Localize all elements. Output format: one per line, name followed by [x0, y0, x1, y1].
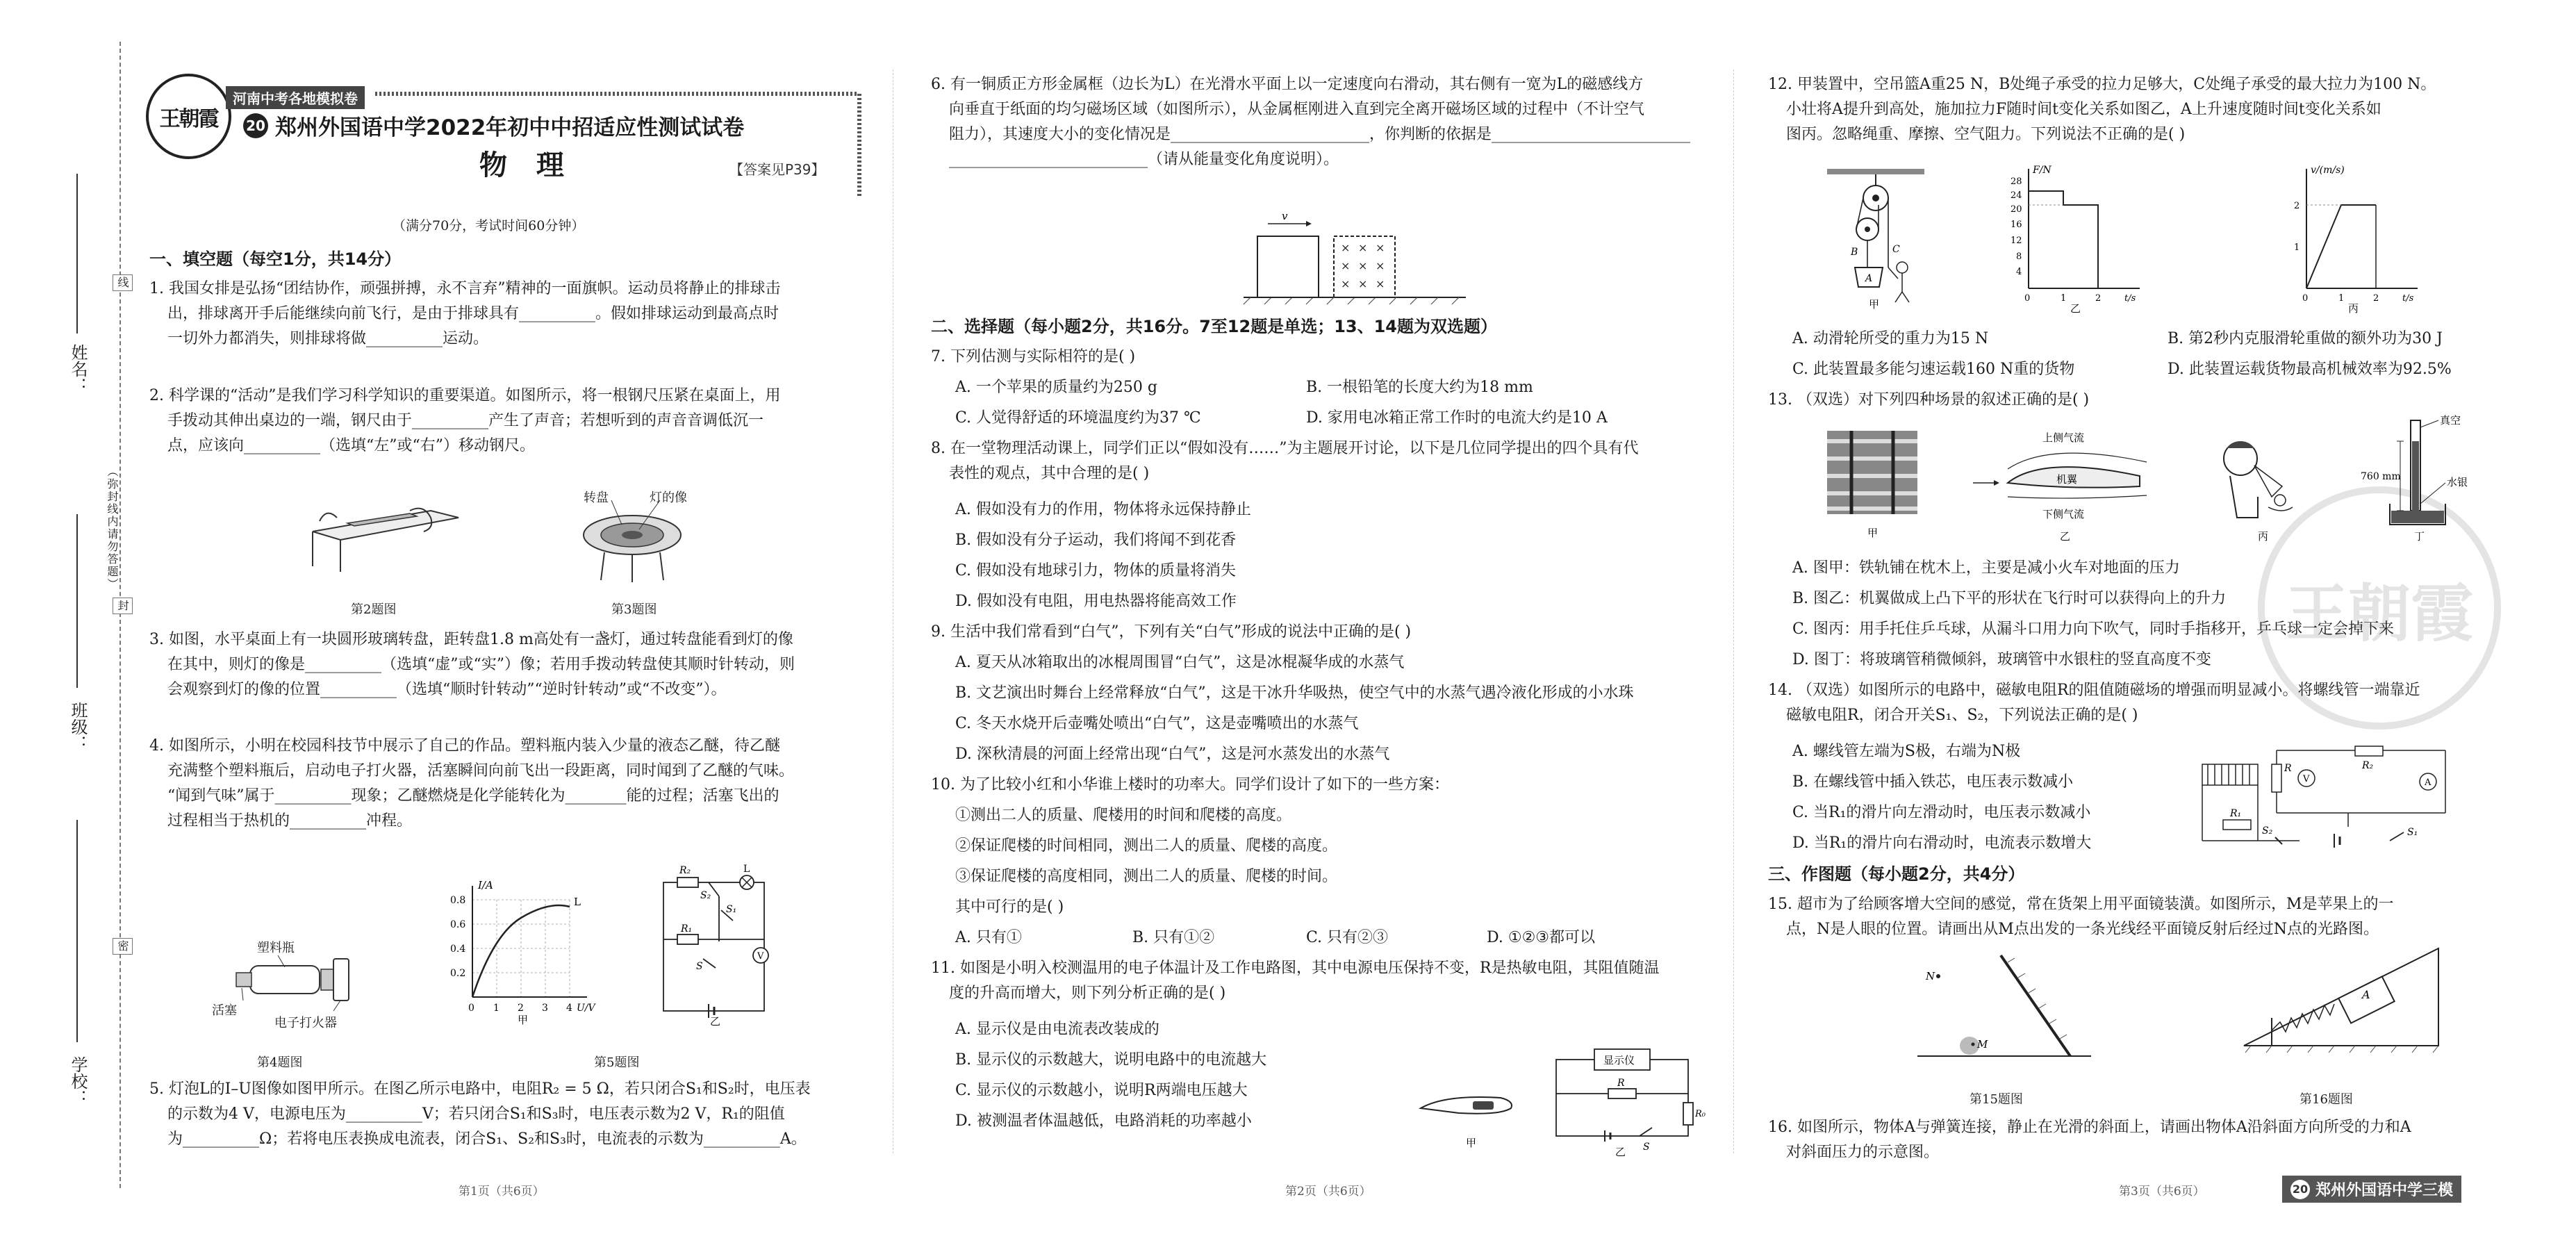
exam-header	[146, 67, 861, 233]
q13-option-c: C. 图丙：用手托住乒乓球，从漏斗口用力向下吹气，同时手指移开，乒乓球一定会掉下来	[1792, 620, 2395, 638]
q10-item-2: ②保证爬楼的时间相同，测出二人的质量、爬楼的高度。	[955, 837, 1338, 855]
series-label-box	[226, 86, 365, 109]
fig12b-ytick-12: 12	[2011, 236, 2022, 246]
footer-page-2: 第2页（共6页）	[1285, 1185, 1371, 1199]
q2-line-2: 手拨动其伸出桌边的一端，钢尺由于__________产生了声音；若想听到的声音音调低沉一	[167, 412, 764, 429]
fig12c-sub: 丙	[2348, 302, 2359, 315]
question-2	[149, 384, 865, 459]
fig13d-vacuum: 真空	[2440, 414, 2461, 427]
svg-text:×: ×	[1341, 241, 1351, 254]
figure-15-caption: 第15题图	[1970, 1092, 2023, 1107]
fig5a-xtick-0: 0	[468, 1003, 474, 1014]
fig12b-ytick-20: 20	[2011, 204, 2022, 215]
q8-line-1: 8. 在一堂物理活动课上，同学们正以“假如没有……”为主题展开讨论，以下是几位同学提出的四个具有代	[931, 440, 1639, 457]
badge-number: 20	[2290, 1180, 2310, 1199]
q8-option-a: A. 假如没有力的作用，物体将永远保持静止	[955, 501, 1251, 518]
fig5a-xtick-3: 3	[542, 1003, 548, 1014]
q11-option-a: A. 显示仪是由电流表改装成的	[955, 1021, 1159, 1038]
fig5a-xtick-2: 2	[518, 1003, 524, 1014]
fig15-label-n: N	[1926, 970, 1935, 982]
fig15-label-m: M	[1977, 1038, 1988, 1051]
fig12c-ytick-1: 1	[2294, 242, 2300, 253]
figure-13a-rail-track	[1820, 424, 1924, 542]
svg-text:×: ×	[1376, 241, 1385, 254]
q12-option-a: A. 动滑轮所受的重力为15 N	[1792, 330, 1989, 347]
school-badge	[2282, 1176, 2461, 1203]
footer-page-3: 第3页（共6页）	[2119, 1185, 2205, 1199]
name-label: 姓名：	[68, 344, 88, 394]
fig12c-ytick-2: 2	[2294, 201, 2300, 211]
fig13b-upper: 上侧气流	[2042, 431, 2085, 444]
fig13-sub-b: 乙	[2060, 530, 2071, 543]
fig12c-ylabel: v/(m/s)	[2311, 165, 2345, 176]
q4-line-1: 4. 如图所示，小明在校园科技节中展示了自己的作品。塑料瓶内装入少量的液态乙醚，待乙醚	[149, 737, 780, 755]
question-10: 10. 为了比较小红和小华谁上楼时的功率大。同学们设计了如下的一些方案：	[931, 776, 1449, 793]
binding-sidebar	[0, 0, 139, 1243]
q10-option-b: B. 只有①②	[1132, 929, 1215, 946]
seal-mark-2: 封	[113, 598, 133, 614]
q12-option-c: C. 此装置最多能匀速运载160 N重的货物	[1792, 361, 2075, 378]
q6-line-3: 阻力），其速度大小的变化情况是__________________________，你判断的依据是__________________________	[949, 126, 1691, 143]
fig5a-ytick-02: 0.2	[450, 968, 466, 979]
fig12c-xlabel: t/s	[2402, 293, 2414, 304]
class-line	[76, 514, 78, 688]
q5-line-3: 为__________Ω；若将电压表换成电流表，闭合S₁、S₂和S₃时，电流表的示数为__________A。	[167, 1130, 807, 1148]
q14-line-2: 磁敏电阻R，闭合开关S₁、S₂，下列说法正确的是( )	[1786, 707, 2138, 724]
q10-option-a: A. 只有①	[955, 929, 1022, 946]
q1-line-1: 1. 我国女排是弘扬“团结协作，顽强拼搏，永不言弃”精神的一面旗帜。运动员将静止的排球击	[149, 280, 781, 297]
fig5a-ytick-04: 0.4	[450, 944, 466, 955]
figure-11-circuit	[1542, 1039, 1706, 1158]
q9-option-b: B. 文艺演出时舞台上经常释放“白气”，这是干冰升华吸热，使空气中的水蒸气遇冷液化形成的小水珠	[955, 684, 1634, 702]
question-5	[149, 1077, 865, 1152]
fig13-sub-c: 丙	[2258, 530, 2269, 543]
fig12b-ytick-24: 24	[2011, 190, 2022, 201]
q1-line-3: 一切外力都消失，则排球将做__________运动。	[167, 330, 489, 347]
q2-line-1: 2. 科学课的“活动”是我们学习科学知识的重要渠道。如图所示，将一根钢尺压紧在桌面上，用	[149, 387, 781, 404]
fig12c-xtick-1: 1	[2338, 293, 2345, 304]
series-label: 河南中考各地模拟卷	[233, 90, 358, 107]
question-12	[1768, 72, 2553, 147]
q7-option-a: A. 一个苹果的质量约为250 g	[955, 379, 1157, 396]
q9-option-d: D. 深秋清晨的河面上经常出现“白气”，这是河水蒸发出的水蒸气	[955, 746, 1390, 763]
figure-4-caption: 第4题图	[257, 1055, 303, 1070]
fig12c-xtick-2: 2	[2373, 293, 2379, 304]
q4-line-4: 过程相当于热机的__________冲程。	[167, 812, 413, 830]
header-hatch-border	[375, 92, 861, 96]
figure-5-caption: 第5题图	[594, 1055, 640, 1070]
q5-line-2: 的示数为4 V，电源电压为__________V；若只闭合S₁和S₃时，电压表示数为2 V，R₁的阻值	[167, 1105, 785, 1123]
q15-line-1: 15. 超市为了给顾客增大空间的感觉，常在货架上用平面镜装潢。如图所示，M是苹果上的一	[1768, 896, 2394, 913]
section-drawing-title: 三、作图题（每小题2分，共4分）	[1768, 864, 2025, 884]
figure-13d-barometer	[2361, 413, 2501, 543]
q11-option-d: D. 被测温者体温越低，电路消耗的功率越小	[955, 1112, 1252, 1130]
question-9: 9. 生活中我们常看到“白气”，下列有关“白气”形成的说法中正确的是( )	[931, 623, 1412, 641]
fig5b-label-s1: S₁	[726, 904, 737, 915]
seal-mark-1: 线	[113, 274, 133, 291]
fig5b-label-s: S	[696, 961, 703, 972]
school-label: 学校：	[68, 1056, 88, 1106]
watermark-text: 王朝霞	[2286, 577, 2473, 650]
subject-title: 物 理	[479, 149, 574, 181]
fig13d-mercury: 水银	[2447, 476, 2468, 488]
fig13b-wing: 机翼	[2056, 473, 2078, 486]
figure-5b-circuit	[646, 864, 778, 1028]
brand-logo	[146, 74, 231, 159]
q13-option-b: B. 图乙：机翼做成上凸下平的形状在飞行时可以获得向上的升力	[1792, 590, 2227, 607]
figure-16-caption: 第16题图	[2300, 1092, 2353, 1107]
q16-line-2: 对斜面压力的示意图。	[1786, 1144, 1940, 1161]
q6-line-1: 6. 有一铜质正方形金属框（边长为L）在光滑水平面上以一定速度向右滑动，其右侧有一宽为L的磁感线方	[931, 76, 1644, 93]
seal-mark-3: 密	[113, 938, 133, 955]
q10-option-c: C. 只有②③	[1306, 929, 1389, 946]
fig5a-sub: 甲	[518, 1014, 529, 1026]
fig5a-xtick-1: 1	[493, 1003, 499, 1014]
fig12b-ytick-28: 28	[2011, 176, 2022, 187]
fig12b-xtick-0: 0	[2024, 293, 2031, 304]
fig11-sub1: 甲	[1466, 1137, 1477, 1149]
fig13d-height: 760 mm	[2361, 471, 2401, 482]
fig6-velocity-label: v	[1282, 210, 1288, 222]
question-1	[149, 277, 865, 352]
figure-16-incline-spring	[2230, 935, 2445, 1056]
fig12a-label-a: A	[1865, 273, 1873, 284]
q8-line-2: 表性的观点，其中合理的是( )	[949, 465, 1150, 482]
figure-15-mirror	[1904, 948, 2098, 1067]
seal-note: （弥封线内请勿答题）	[106, 466, 119, 591]
svg-text:×: ×	[1341, 277, 1351, 290]
fig12c-xtick-0: 0	[2302, 293, 2309, 304]
figure-3-caption: 第3题图	[611, 602, 657, 617]
fig5b-label-v: V	[757, 951, 764, 962]
svg-text:×: ×	[1358, 277, 1368, 290]
figure-4-label-igniter: 电子打火器	[274, 1016, 337, 1030]
fig5a-xlabel: U/V	[577, 1003, 595, 1014]
fig5a-curve-label: L	[574, 896, 581, 908]
q9-option-a: A. 夏天从冰箱取出的冰棍周围冒“白气”，这是冰棍凝华成的水蒸气	[955, 654, 1405, 671]
fig14-label-a: A	[2425, 777, 2431, 788]
fig12b-ytick-16: 16	[2011, 220, 2022, 230]
fig12a-label-c: C	[1892, 244, 1900, 255]
q9-option-c: C. 冬天水烧开后壶嘴处喷出“白气”，这是壶嘴喷出的水蒸气	[955, 715, 1359, 732]
figure-3-label-turntable: 转盘	[584, 491, 609, 505]
question-7: 7. 下列估测与实际相符的是( )	[931, 348, 1136, 365]
q4-line-3: “闻到气味”属于__________现象；乙醚燃烧是化学能转化为________能的过程；活塞飞出的	[167, 787, 779, 805]
fig13-sub-a: 甲	[1867, 527, 1879, 539]
q10-item-1: ①测出二人的质量、爬楼用的时间和爬楼的高度。	[955, 807, 1292, 824]
q2-line-3: 点，应该向__________（选填“左”或“右”）移动钢尺。	[167, 437, 535, 454]
fig5a-xtick-4: 4	[566, 1003, 572, 1014]
school-line	[76, 820, 78, 1042]
fig13-sub-d: 丁	[2414, 530, 2425, 543]
figure-5a-iu-graph	[445, 879, 597, 1025]
seal-dashed-line	[119, 42, 121, 1188]
q14-option-b: B. 在螺线管中插入铁芯，电压表示数减小	[1792, 773, 2074, 791]
fig5a-ytick-08: 0.8	[450, 895, 466, 906]
fig16-label-a: A	[2362, 988, 2370, 1001]
fig14-label-r2: R₂	[2362, 760, 2374, 771]
q11-option-b: B. 显示仪的示数越大，说明电路中的电流越大	[955, 1051, 1267, 1069]
svg-text:×: ×	[1341, 259, 1351, 272]
svg-text:×: ×	[1358, 241, 1368, 254]
question-8	[931, 436, 1716, 486]
fig14-label-r: R	[2284, 763, 2292, 774]
figure-14-solenoid-circuit	[2195, 743, 2452, 862]
q12-option-b: B. 第2秒内克服滑轮重做的额外功为30 J	[2168, 330, 2443, 347]
page-divider-2	[1733, 69, 1734, 1153]
fig14-label-s2: S₂	[2262, 825, 2273, 837]
q13-option-d: D. 图丁：将玻璃管稍微倾斜，玻璃管中水银柱的竖直高度不变	[1792, 651, 2211, 668]
svg-text:×: ×	[1358, 259, 1368, 272]
figure-3-label-image: 灯的像	[650, 491, 687, 505]
figure-2-ruler-desk	[306, 490, 465, 573]
fig12b-xtick-2: 2	[2095, 293, 2102, 304]
exam-info: （满分70分，考试时间60分钟）	[393, 218, 585, 233]
q8-option-d: D. 假如没有电阻，用电热器将能高效工作	[955, 593, 1237, 610]
q13-option-a: A. 图甲：铁轨铺在枕木上，主要是减小火车对地面的压力	[1792, 559, 2180, 577]
svg-text:×: ×	[1376, 277, 1385, 290]
figure-4-label-piston: 活塞	[212, 1003, 237, 1018]
fig12b-xlabel: t/s	[2124, 293, 2136, 304]
fig5b-label-r2: R₂	[679, 865, 691, 876]
exam-title: 郑州外国语中学2022年初中中招适应性测试试卷	[275, 115, 745, 140]
figure-2-caption: 第2题图	[351, 602, 397, 617]
question-11	[931, 956, 1716, 1006]
q10-item-3: ③保证爬楼的高度相同，测出二人的质量、爬楼的时间。	[955, 868, 1338, 885]
q6-line-2: 向垂直于纸面的均匀磁场区域（如图所示），从金属框刚进入直到完全离开磁场区域的过程中（不计空气	[949, 101, 1645, 118]
logo-text: 王朝霞	[159, 106, 218, 131]
fig5b-sub: 乙	[710, 1015, 721, 1028]
figure-12c-velocity-time-graph	[2279, 163, 2425, 313]
q12-line-3: 图丙。忽略绳重、摩擦、空气阻力。下列说法不正确的是( )	[1786, 126, 2186, 143]
question-6	[931, 72, 1716, 172]
section-choice-title: 二、选择题（每小题2分，共16分。7至12题是单选；13、14题为双选题）	[931, 317, 1497, 336]
figure-13b-wing-airflow	[1966, 427, 2161, 542]
q7-option-b: B. 一根铅笔的长度大约为18 mm	[1306, 379, 1533, 396]
fig12b-xtick-1: 1	[2061, 293, 2067, 304]
question-16	[1768, 1115, 2553, 1165]
q8-option-b: B. 假如没有分子运动，我们将闻不到花香	[955, 532, 1237, 549]
fig5a-ytick-06: 0.6	[450, 919, 466, 930]
fig5b-label-s2: S₂	[700, 890, 711, 901]
fig14-label-r1: R₁	[2230, 808, 2242, 819]
q7-option-d: D. 家用电冰箱正常工作时的电流大约是10 A	[1306, 409, 1608, 427]
fig11-r0-label: R₀	[1695, 1109, 1706, 1119]
fig12b-sub: 乙	[2070, 302, 2081, 315]
figure-12b-force-time-graph	[2001, 163, 2147, 313]
badge-text: 郑州外国语中学三模	[2315, 1182, 2454, 1199]
q12-line-1: 12. 甲装置中，空吊篮A重25 N，B处绳子承受的拉力足够大，C处绳子承受的最大拉力为100 N。	[1768, 76, 2436, 93]
q5-line-1: 5. 灯泡L的I–U图像如图甲所示。在图乙所示电路中，电阻R₂ = 5 Ω，若只闭合S₁和S₂时，电压表	[149, 1080, 811, 1098]
q3-line-1: 3. 如图，水平桌面上有一块圆形玻璃转盘，距转盘1.8 m高处有一盏灯，通过转盘能看到灯的像	[149, 631, 793, 648]
figure-13c-funnel-pingpong	[2202, 427, 2320, 542]
q6-line-4: __________________________（请从能量变化角度说明）。	[949, 151, 1339, 168]
figure-6-magnetic-field	[1244, 208, 1466, 306]
q11-line-1: 11. 如图是小明入校测温用的电子体温计及工作电路图，其中电源电压保持不变，R是热敏电阻，其阻值随温	[931, 960, 1660, 977]
paper-number-badge: 20	[243, 113, 268, 138]
fig11-s-label: S	[1643, 1142, 1650, 1153]
figure-12a-pulley	[1820, 163, 1938, 309]
fig11-display-label: 显示仪	[1603, 1054, 1635, 1067]
question-3	[149, 627, 865, 702]
q14-option-c: C. 当R₁的滑片向左滑动时，电压表示数减小	[1792, 804, 2091, 821]
fig12a-sub: 甲	[1869, 298, 1880, 311]
figure-4-label-bottle: 塑料瓶	[257, 941, 295, 955]
fig12b-ytick-8: 8	[2016, 252, 2022, 262]
fig5a-ylabel: I/A	[478, 879, 493, 891]
footer-page-1: 第1页（共6页）	[459, 1185, 545, 1199]
q16-line-1: 16. 如图所示，物体A与弹簧连接，静止在光滑的斜面上，请画出物体A沿斜面方向所受的力和A	[1768, 1119, 2411, 1136]
q11-line-2: 度的升高而增大，则下列分析正确的是( )	[949, 985, 1226, 1002]
q14-option-a: A. 螺线管左端为S极，右端为N极	[1792, 743, 2021, 760]
q12-option-d: D. 此装置运载货物最高机械效率为92.5%	[2168, 361, 2452, 378]
fig14-label-v: V	[2303, 774, 2310, 784]
fig5b-label-l: L	[743, 864, 750, 875]
q8-option-c: C. 假如没有地球引力，物体的质量将消失	[955, 562, 1237, 579]
header-hatch-right	[857, 92, 861, 196]
q14-line-1: 14. （双选）如图所示的电路中，磁敏电阻R的阻值随磁场的增强而明显减小。将螺线管一端靠近	[1768, 682, 2420, 699]
figure-11-thermometer	[1417, 1077, 1521, 1153]
fig12b-ylabel: F/N	[2033, 165, 2051, 176]
q3-line-2: 在其中，则灯的像是__________（选填“虚”或“实”）像；若用手拨动转盘使其顺时针转动，则	[167, 656, 795, 673]
q10-item-4: 其中可行的是( )	[955, 898, 1064, 916]
question-4	[149, 734, 865, 834]
answer-reference: 【答案见P39】	[729, 161, 825, 178]
class-label: 班级：	[68, 702, 88, 752]
fig11-sub2: 乙	[1615, 1146, 1626, 1158]
title-row	[243, 110, 744, 141]
q4-line-2: 充满整个塑料瓶后，启动电子打火器，活塞瞬间向前飞出一段距离，同时闻到了乙醚的气味。	[167, 762, 795, 780]
q12-line-2: 小壮将A提升到高处，施加拉力F随时间t变化关系如图乙，A上升速度随时间t变化关系如	[1786, 101, 2381, 118]
q10-option-d: D. ①②③都可以	[1487, 929, 1596, 946]
q15-line-2: 点，N是人眼的位置。请画出从M点出发的一条光线经平面镜反射后经过N点的光路图。	[1786, 921, 2379, 938]
fig5b-label-r1: R₁	[681, 923, 693, 935]
fig11-r-label: R	[1617, 1078, 1625, 1089]
q1-line-2: 出，排球离开手后能继续向前飞行，是由于排球具有__________。假如排球运动到最高点时	[167, 305, 779, 322]
fig13b-lower: 下侧气流	[2042, 508, 2085, 520]
fig12a-label-b: B	[1851, 247, 1858, 258]
name-line	[76, 174, 78, 334]
section-fill-in-title: 一、填空题（每空1分，共14分）	[149, 249, 402, 269]
q11-option-c: C. 显示仪的示数越小，说明R两端电压越大	[955, 1082, 1248, 1099]
fig12b-ytick-4: 4	[2016, 267, 2022, 277]
fig14-label-s1: S₁	[2407, 827, 2418, 838]
q7-option-c: C. 人觉得舒适的环境温度约为37 ℃	[955, 409, 1201, 427]
question-14	[1768, 678, 2553, 728]
q14-option-d: D. 当R₁的滑片向右滑动时，电流表示数增大	[1792, 834, 2092, 852]
q3-line-3: 会观察到灯的像的位置__________（选填“顺时针转动”“逆时针转动”或“不改变”）。	[167, 681, 727, 698]
question-13: 13. （双选）对下列四种场景的叙述正确的是( )	[1768, 391, 2090, 409]
svg-text:×: ×	[1376, 259, 1385, 272]
